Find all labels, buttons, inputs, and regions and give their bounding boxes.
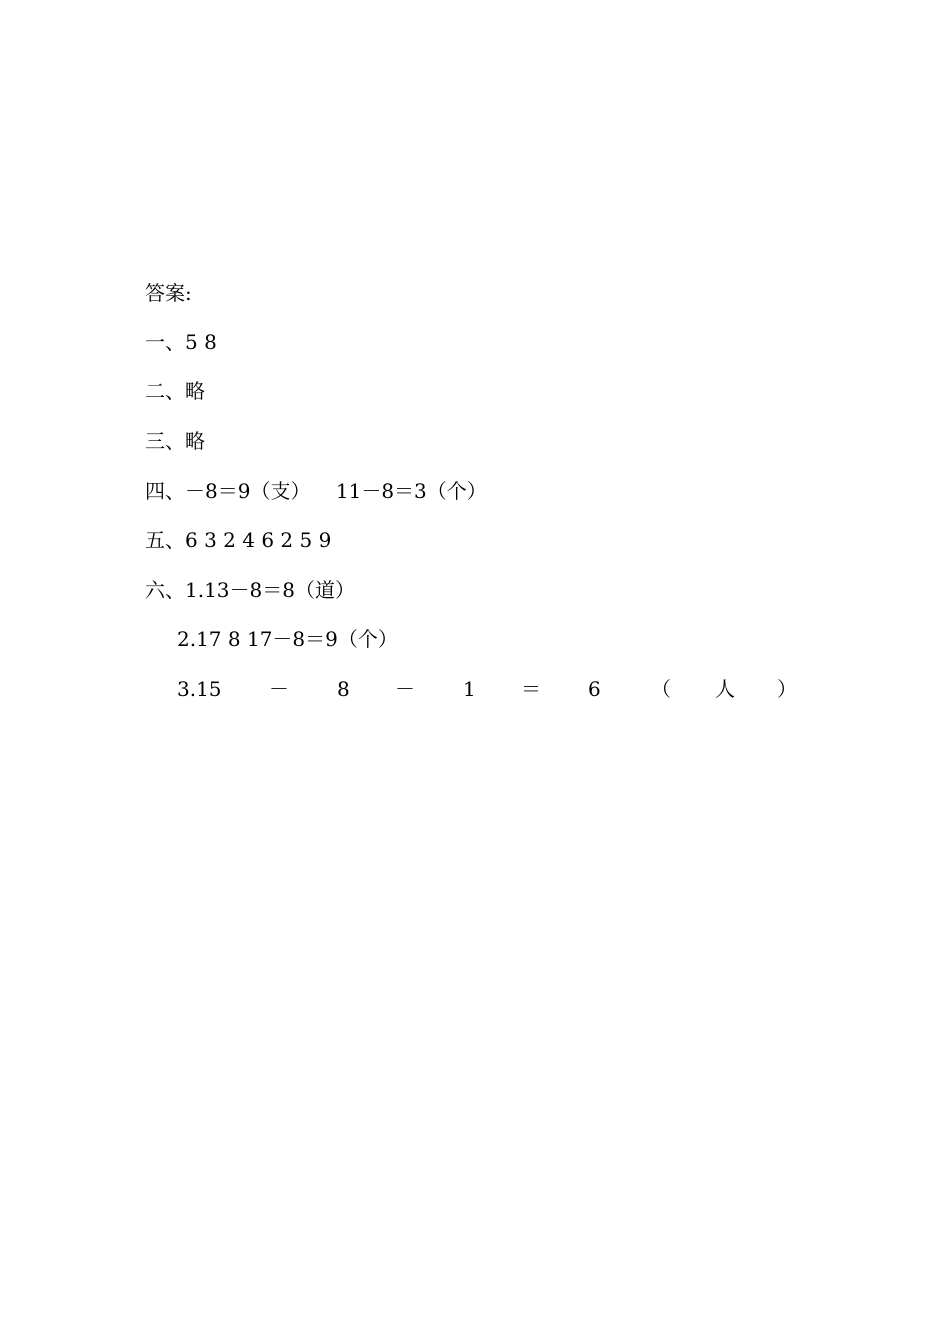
answer-6-1: 六、1.13－8＝8（道） (145, 578, 355, 602)
answer-6-3-close-paren: ） (777, 677, 797, 701)
answer-6-3 (177, 675, 799, 703)
answer-6-2: 2.17 8 17－8＝9（个） (177, 627, 398, 651)
answer-6-3-unit: 人 (715, 677, 735, 701)
answer-6-3-result: 6 (588, 677, 601, 701)
answer-5: 五、6 3 2 4 6 2 5 9 (145, 528, 332, 552)
answer-2: 二、略 (145, 379, 205, 403)
answer-1: 一、5 8 (145, 330, 217, 354)
answer-6-3-minus: － (269, 677, 289, 701)
answer-4: 四、－8＝9（支） 11－8＝3（个） (145, 479, 487, 503)
answer-6-3-open-paren: （ (651, 677, 671, 701)
answers-heading: 答案: (145, 281, 192, 305)
answer-6-3-term: 3.15 (177, 677, 222, 701)
answer-6-3-equals: ＝ (521, 677, 541, 701)
answer-6-3-term: 8 (337, 677, 350, 701)
answer-6-3-term: 1 (463, 677, 476, 701)
answer-3: 三、略 (145, 429, 205, 453)
answer-6-3-minus: － (395, 677, 415, 701)
